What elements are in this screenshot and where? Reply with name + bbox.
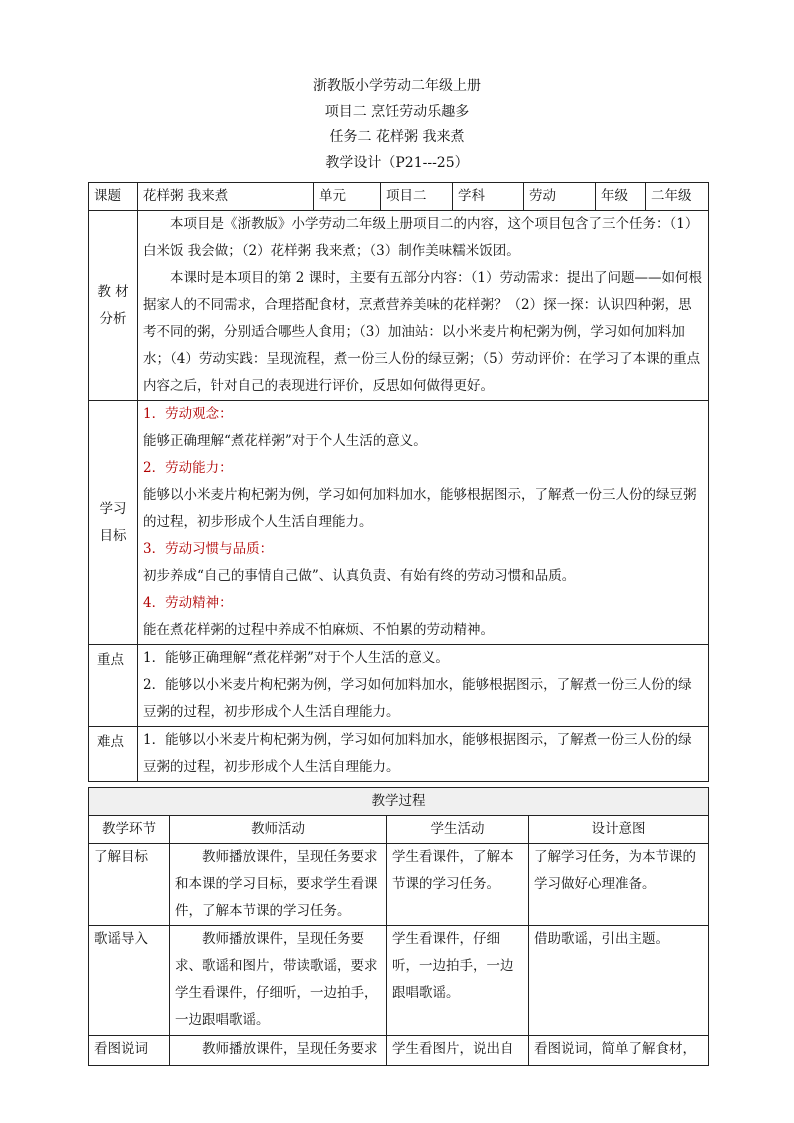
doc-title-design: 教学设计（P21---25） bbox=[325, 154, 469, 171]
goal-text: 能够正确理解“煮花样粥”对于个人生活的意义。 bbox=[143, 433, 427, 449]
process-header-row bbox=[89, 816, 709, 844]
table-row bbox=[89, 844, 709, 926]
document-header bbox=[0, 74, 794, 176]
header-teacher: 教师活动 bbox=[170, 816, 387, 844]
teaching-process-table bbox=[88, 787, 709, 1066]
header-student: 学生活动 bbox=[387, 816, 529, 844]
analysis-row bbox=[89, 211, 709, 401]
goal-text: 能够以小米麦片枸杞粥为例，学习如何加料加水，能够根据图示，了解煮一份三人份的绿豆粥的过程，初步形成个人生活自理能力。 bbox=[143, 487, 697, 530]
header-stage: 教学环节 bbox=[89, 816, 170, 844]
intent-cell: 借助歌谣，引出主题。 bbox=[529, 926, 709, 1036]
doc-title-book: 浙教版小学劳动二年级上册 bbox=[313, 78, 481, 94]
stage-cell: 看图说词 bbox=[89, 1036, 170, 1066]
student-cell: 学生看课件，仔细听，一边拍手，一边跟唱歌谣。 bbox=[387, 926, 529, 1036]
analysis-paragraph: 本项目是《浙教版》小学劳动二年级上册项目二的内容，这个项目包含了三个任务：（1）白米饭 我会做；（2）花样粥 我来煮；（3）制作美味糯米饭团。 bbox=[143, 216, 699, 259]
key-points-content bbox=[138, 645, 709, 727]
grade-value: 二年级 bbox=[646, 183, 709, 211]
goal-heading: 4．劳动精神： bbox=[143, 595, 233, 611]
difficulties-content bbox=[138, 727, 709, 782]
goal-text: 初步养成“自己的事情自己做”、认真负责、有始有终的劳动习惯和品质。 bbox=[143, 568, 576, 584]
goal-heading: 3．劳动习惯与品质： bbox=[143, 541, 274, 557]
difficulties-row bbox=[89, 727, 709, 782]
subject-label: 学科 bbox=[453, 183, 524, 211]
goal-text: 能在煮花样粥的过程中养成不怕麻烦、不怕累的劳动精神。 bbox=[143, 622, 494, 638]
goals-label: 学习 目标 bbox=[89, 401, 138, 645]
unit-label: 单元 bbox=[314, 183, 381, 211]
teacher-cell: 教师播放课件，呈现任务要求、歌谣和图片，带读歌谣，要求学生看课件，仔细听，一边拍手，一边跟唱歌谣。 bbox=[170, 926, 387, 1036]
doc-title-task: 任务二 花样粥 我来煮 bbox=[329, 129, 465, 145]
header-intent: 设计意图 bbox=[529, 816, 709, 844]
key-point: 2．能够以小米麦片枸杞粥为例，学习如何加料加水，能够根据图示，了解煮一份三人份的绿豆粥的过程，初步形成个人生活自理能力。 bbox=[143, 677, 692, 720]
process-title: 教学过程 bbox=[89, 788, 709, 816]
teacher-cell: 教师播放课件，呈现任务要求和本课的学习目标，要求学生看课件，了解本节课的学习任务。 bbox=[170, 844, 387, 926]
key-points-row bbox=[89, 645, 709, 727]
goal-heading: 1．劳动观念： bbox=[143, 406, 233, 422]
analysis-label: 教 材 分析 bbox=[89, 211, 138, 401]
subject-value: 劳动 bbox=[524, 183, 596, 211]
analysis-content bbox=[138, 211, 709, 401]
table-row bbox=[89, 926, 709, 1036]
goals-content bbox=[138, 401, 709, 645]
intent-cell: 看图说词，简单了解食材， bbox=[529, 1036, 709, 1066]
grade-label: 年级 bbox=[596, 183, 646, 211]
student-cell: 学生看课件，了解本节课的学习任务。 bbox=[387, 844, 529, 926]
student-cell: 学生看图片，说出自 bbox=[387, 1036, 529, 1066]
difficulty-point: 1．能够以小米麦片枸杞粥为例，学习如何加料加水，能够根据图示，了解煮一份三人份的绿豆粥的过程，初步形成个人生活自理能力。 bbox=[143, 732, 692, 775]
goals-row bbox=[89, 401, 709, 645]
doc-title-project: 项目二 烹饪劳动乐趣多 bbox=[324, 103, 470, 120]
stage-cell: 歌谣导入 bbox=[89, 926, 170, 1036]
unit-value: 项目二 bbox=[381, 183, 453, 211]
stage-cell: 了解目标 bbox=[89, 844, 170, 926]
difficulties-label: 难点 bbox=[89, 727, 138, 782]
teacher-cell: 教师播放课件，呈现任务要求 bbox=[170, 1036, 387, 1066]
table-row bbox=[89, 1036, 709, 1066]
intent-cell: 了解学习任务，为本节课的学习做好心理准备。 bbox=[529, 844, 709, 926]
topic-value: 花样粥 我来煮 bbox=[138, 183, 314, 211]
info-row bbox=[89, 183, 709, 211]
key-points-label: 重点 bbox=[89, 645, 138, 727]
lesson-info-table bbox=[88, 182, 709, 782]
analysis-paragraph: 本课时是本项目的第 2 课时，主要有五部分内容：（1）劳动需求：提出了问题——如何根据家人的不同需求，合理搭配食材，烹煮营养美味的花样粥？（2）探一探：认识四种粥，思考不同的粥，分别适合哪些人食用；（3）加油站：以小米麦片枸杞粥为例，学习如何加料加水；（4）劳动实践：呈现流程，煮一份三人份的绿豆粥；（5）劳动评价：在学习了本课的重点内容之后，针对自己的表现进行评价，反思如何做得更好。 bbox=[143, 270, 703, 394]
topic-label: 课题 bbox=[89, 183, 138, 211]
goal-heading: 2．劳动能力： bbox=[143, 460, 233, 476]
key-point: 1．能够正确理解“煮花样粥”对于个人生活的意义。 bbox=[143, 650, 449, 666]
process-title-row bbox=[89, 788, 709, 816]
